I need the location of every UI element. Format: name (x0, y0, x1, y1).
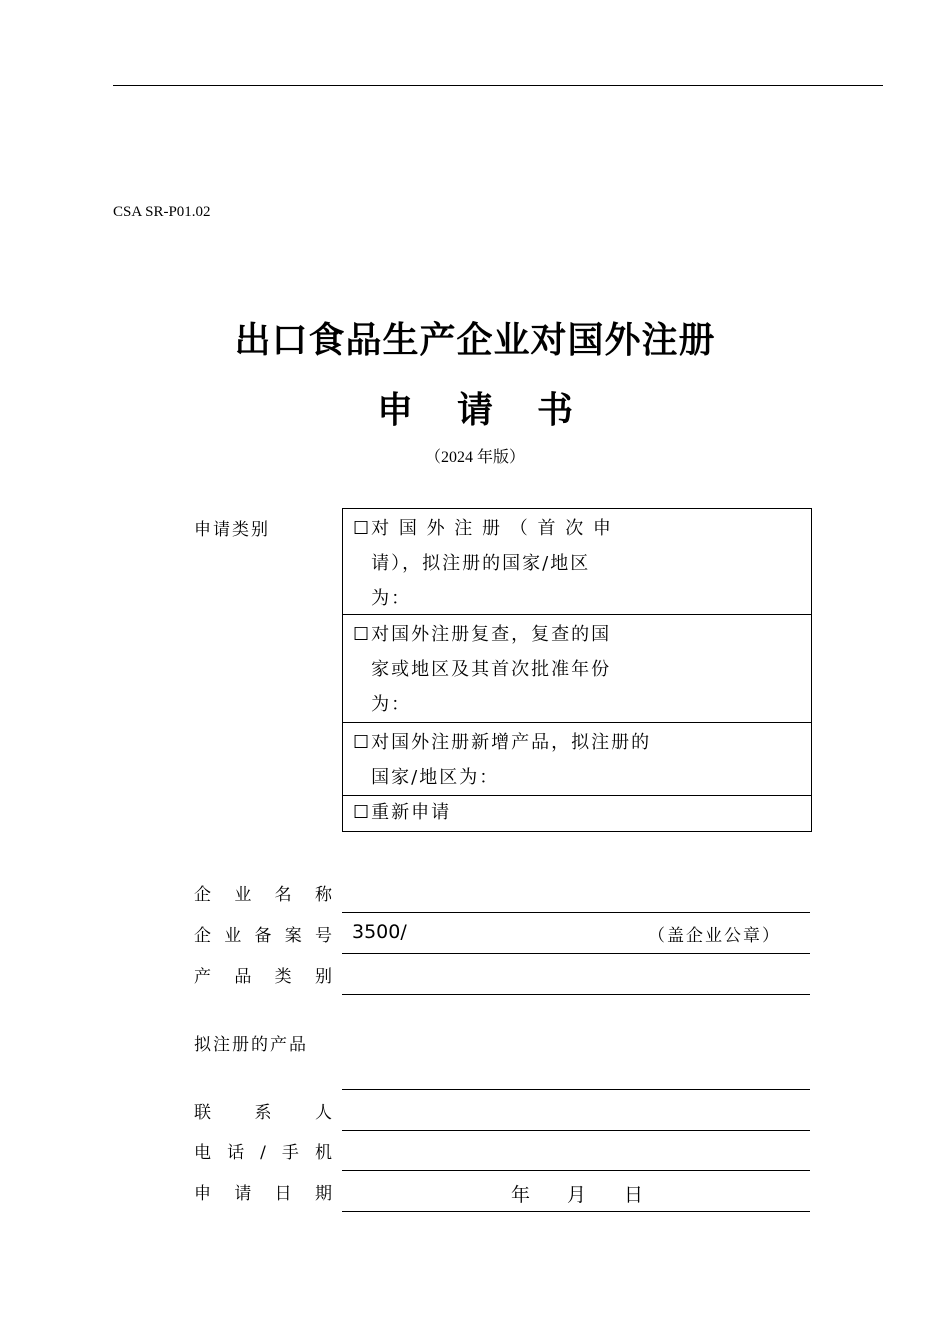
products-field[interactable] (342, 1089, 810, 1090)
date-field[interactable] (342, 1211, 810, 1212)
date-month: 月 (567, 1184, 587, 1206)
subtitle-char: 书 (537, 390, 574, 431)
edition-note: （2024 年版） (424, 449, 525, 466)
application-type-table (342, 508, 812, 832)
company-name-field[interactable] (342, 912, 810, 913)
option-new-product[interactable] (343, 722, 811, 795)
document-subtitle (0, 382, 950, 433)
option-text: 对国外注册新增产品，拟注册的国家/地区为： (371, 732, 652, 788)
option-text: 对国外注册复查，复查的国家或地区及其首次批准年份为： (371, 624, 612, 715)
phone-field[interactable] (342, 1170, 810, 1171)
document-title: 出口食品生产企业对国外注册 (234, 320, 716, 361)
contact-label: 联系人 (194, 1103, 332, 1123)
checkbox-icon[interactable]: ☐ (353, 518, 370, 539)
record-number-value[interactable]: 3500/ (352, 921, 407, 943)
option-text: 对 国 外 注 册 （ 首 次 申 请），拟注册的国家/地区为： (371, 518, 613, 609)
option-first-registration[interactable] (343, 509, 811, 614)
record-number-field[interactable] (342, 953, 810, 954)
contact-field[interactable] (342, 1130, 810, 1131)
checkbox-icon[interactable]: ☐ (353, 802, 370, 823)
option-text: 重新申请 (371, 802, 452, 823)
document-code: CSA SR-P01.02 (113, 204, 211, 220)
checkbox-icon[interactable]: ☐ (353, 732, 370, 753)
date-day: 日 (624, 1184, 644, 1206)
products-label: 拟注册的产品 (194, 1035, 308, 1055)
checkbox-icon[interactable]: ☐ (353, 624, 370, 645)
subtitle-char: 申 (376, 390, 413, 431)
seal-note: （盖企业公章） (648, 926, 781, 946)
date-year: 年 (511, 1184, 531, 1206)
product-category-field[interactable] (342, 994, 810, 995)
top-rule (113, 85, 883, 86)
subtitle-char: 请 (456, 390, 493, 431)
option-reapply[interactable] (343, 795, 811, 831)
product-category-label: 产品类别 (194, 967, 332, 987)
date-label: 申请日期 (194, 1184, 332, 1204)
company-name-label: 企业名称 (194, 885, 332, 905)
record-number-label: 企业备案号 (194, 926, 332, 946)
option-review[interactable] (343, 614, 811, 722)
application-type-label: 申请类别 (194, 520, 270, 540)
phone-label: 电话/手机 (194, 1143, 332, 1163)
